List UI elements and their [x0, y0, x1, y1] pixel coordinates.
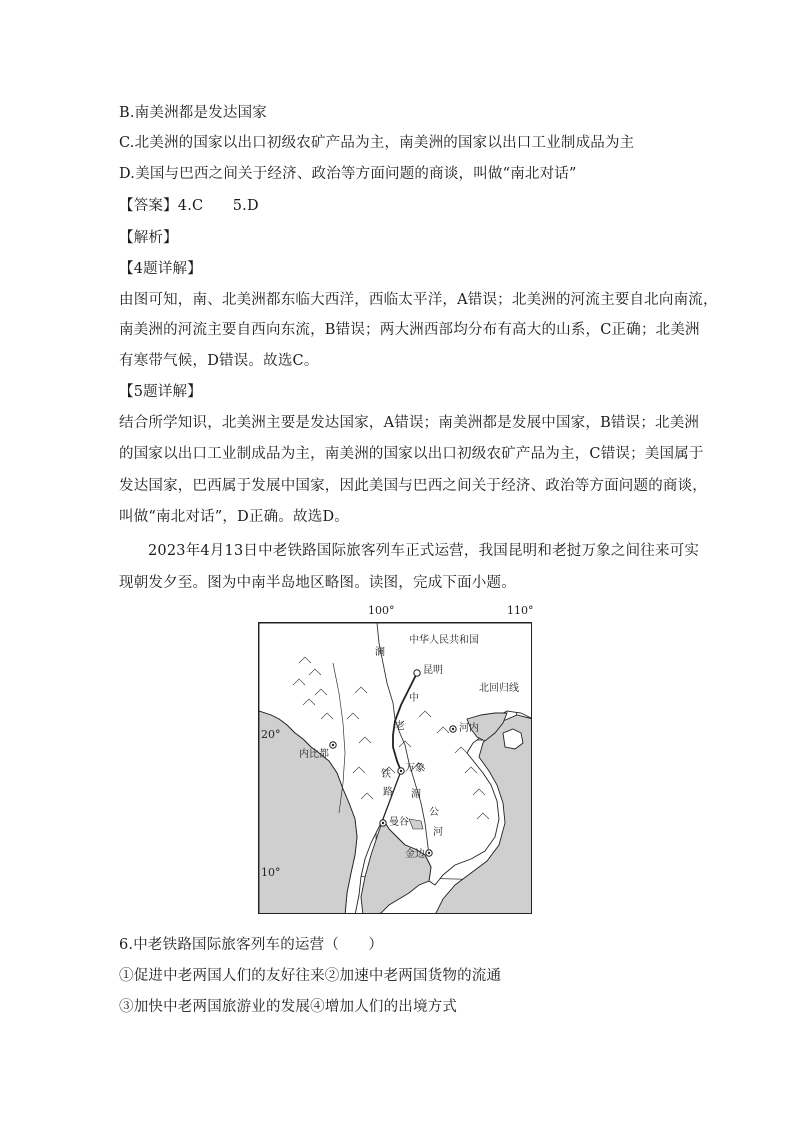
lat-10-label: 10°	[261, 866, 281, 879]
label-rail-1: 中	[409, 693, 419, 704]
question-6: 6.中老铁路国际旅客列车的运营（ ）	[119, 937, 384, 953]
city-naypyidaw	[330, 742, 336, 748]
city-phnom-penh	[426, 850, 432, 856]
q5-explain-line-4: 叫做“南北对话”，D正确。故选D。	[119, 509, 349, 525]
q5-explain-line-2: 的国家以出口工业制成品为主，南美洲的国家以出口初级农矿产品为主，C错误；美国属于	[119, 446, 704, 462]
lon-100-label: 100°	[368, 604, 395, 617]
label-naypyidaw: 内比都	[299, 749, 329, 760]
q5-explain-line-1: 结合所学知识，北美洲主要是发达国家，A错误；南美洲都是发展中国家，B错误；北美洲	[119, 415, 700, 431]
label-river-2: 公	[429, 807, 439, 818]
label-kunming: 昆明	[423, 665, 443, 676]
label-china: 中华人民共和国	[409, 635, 479, 646]
indochina-map	[258, 622, 532, 914]
label-bangkok: 曼谷	[389, 817, 409, 828]
label-rail-3: 铁	[381, 769, 391, 780]
q6-options-line-1: ①促进中老两国人们的友好往来②加速中老两国货物的流通	[119, 968, 502, 984]
q5-explain-line-3: 发达国家，巴西属于发展中国家，因此美国与巴西之间关于经济、政治等方面问题的商谈，	[119, 478, 707, 494]
option-c-line: C.北美洲的国家以出口初级农矿产品为主，南美洲的国家以出口工业制成品为主	[119, 135, 635, 151]
q6-options-line-2: ③加快中老两国旅游业的发展④增加人们的出境方式	[119, 999, 458, 1015]
label-tropic: 北回归线	[479, 683, 519, 694]
q4-explain-line-2: 南美洲的河流主要自西向东流，B错误；两大洲西部均分布有高大的山系，C正确；北美洲	[119, 322, 700, 338]
label-river-3: 河	[433, 827, 443, 838]
city-bangkok	[380, 820, 386, 826]
analysis-heading: 【解析】	[119, 230, 178, 246]
city-kunming	[414, 670, 420, 676]
label-vientiane: 万象	[405, 763, 425, 774]
label-rail-4: 路	[383, 787, 393, 798]
label-phnom-penh: 金边	[405, 849, 425, 860]
q5-heading: 【5题详解】	[119, 384, 202, 400]
lat-20-label: 20°	[261, 728, 281, 741]
label-hanoi: 河内	[459, 723, 479, 734]
answer-line: 【答案】4.C 5.D	[119, 198, 259, 214]
label-lancang: 澜	[375, 647, 385, 658]
city-hanoi	[450, 726, 456, 732]
map-drawing	[259, 623, 532, 914]
q4-heading: 【4题详解】	[119, 261, 202, 277]
intro-line-1: 2023年4月13日中老铁路国际旅客列车正式运营，我国昆明和老挝万象之间往来可实	[148, 543, 700, 559]
city-vientiane	[398, 768, 404, 774]
option-b-line: B.南美洲都是发达国家	[119, 105, 267, 121]
lon-110-label: 110°	[507, 604, 534, 617]
option-d-line: D.美国与巴西之间关于经济、政治等方面问题的商谈，叫做“南北对话”	[119, 166, 577, 182]
label-river-1: 湄	[411, 789, 421, 800]
intro-line-2: 现朝发夕至。图为中南半岛地区略图。读图，完成下面小题。	[119, 575, 516, 591]
q4-explain-line-3: 有寒带气候，D错误。故选C。	[119, 353, 319, 369]
label-rail-2: 老	[395, 721, 405, 732]
q4-explain-line-1: 由图可知，南、北美洲都东临大西洋，西临太平洋，A错误；北美洲的河流主要自北向南流，	[119, 292, 718, 308]
